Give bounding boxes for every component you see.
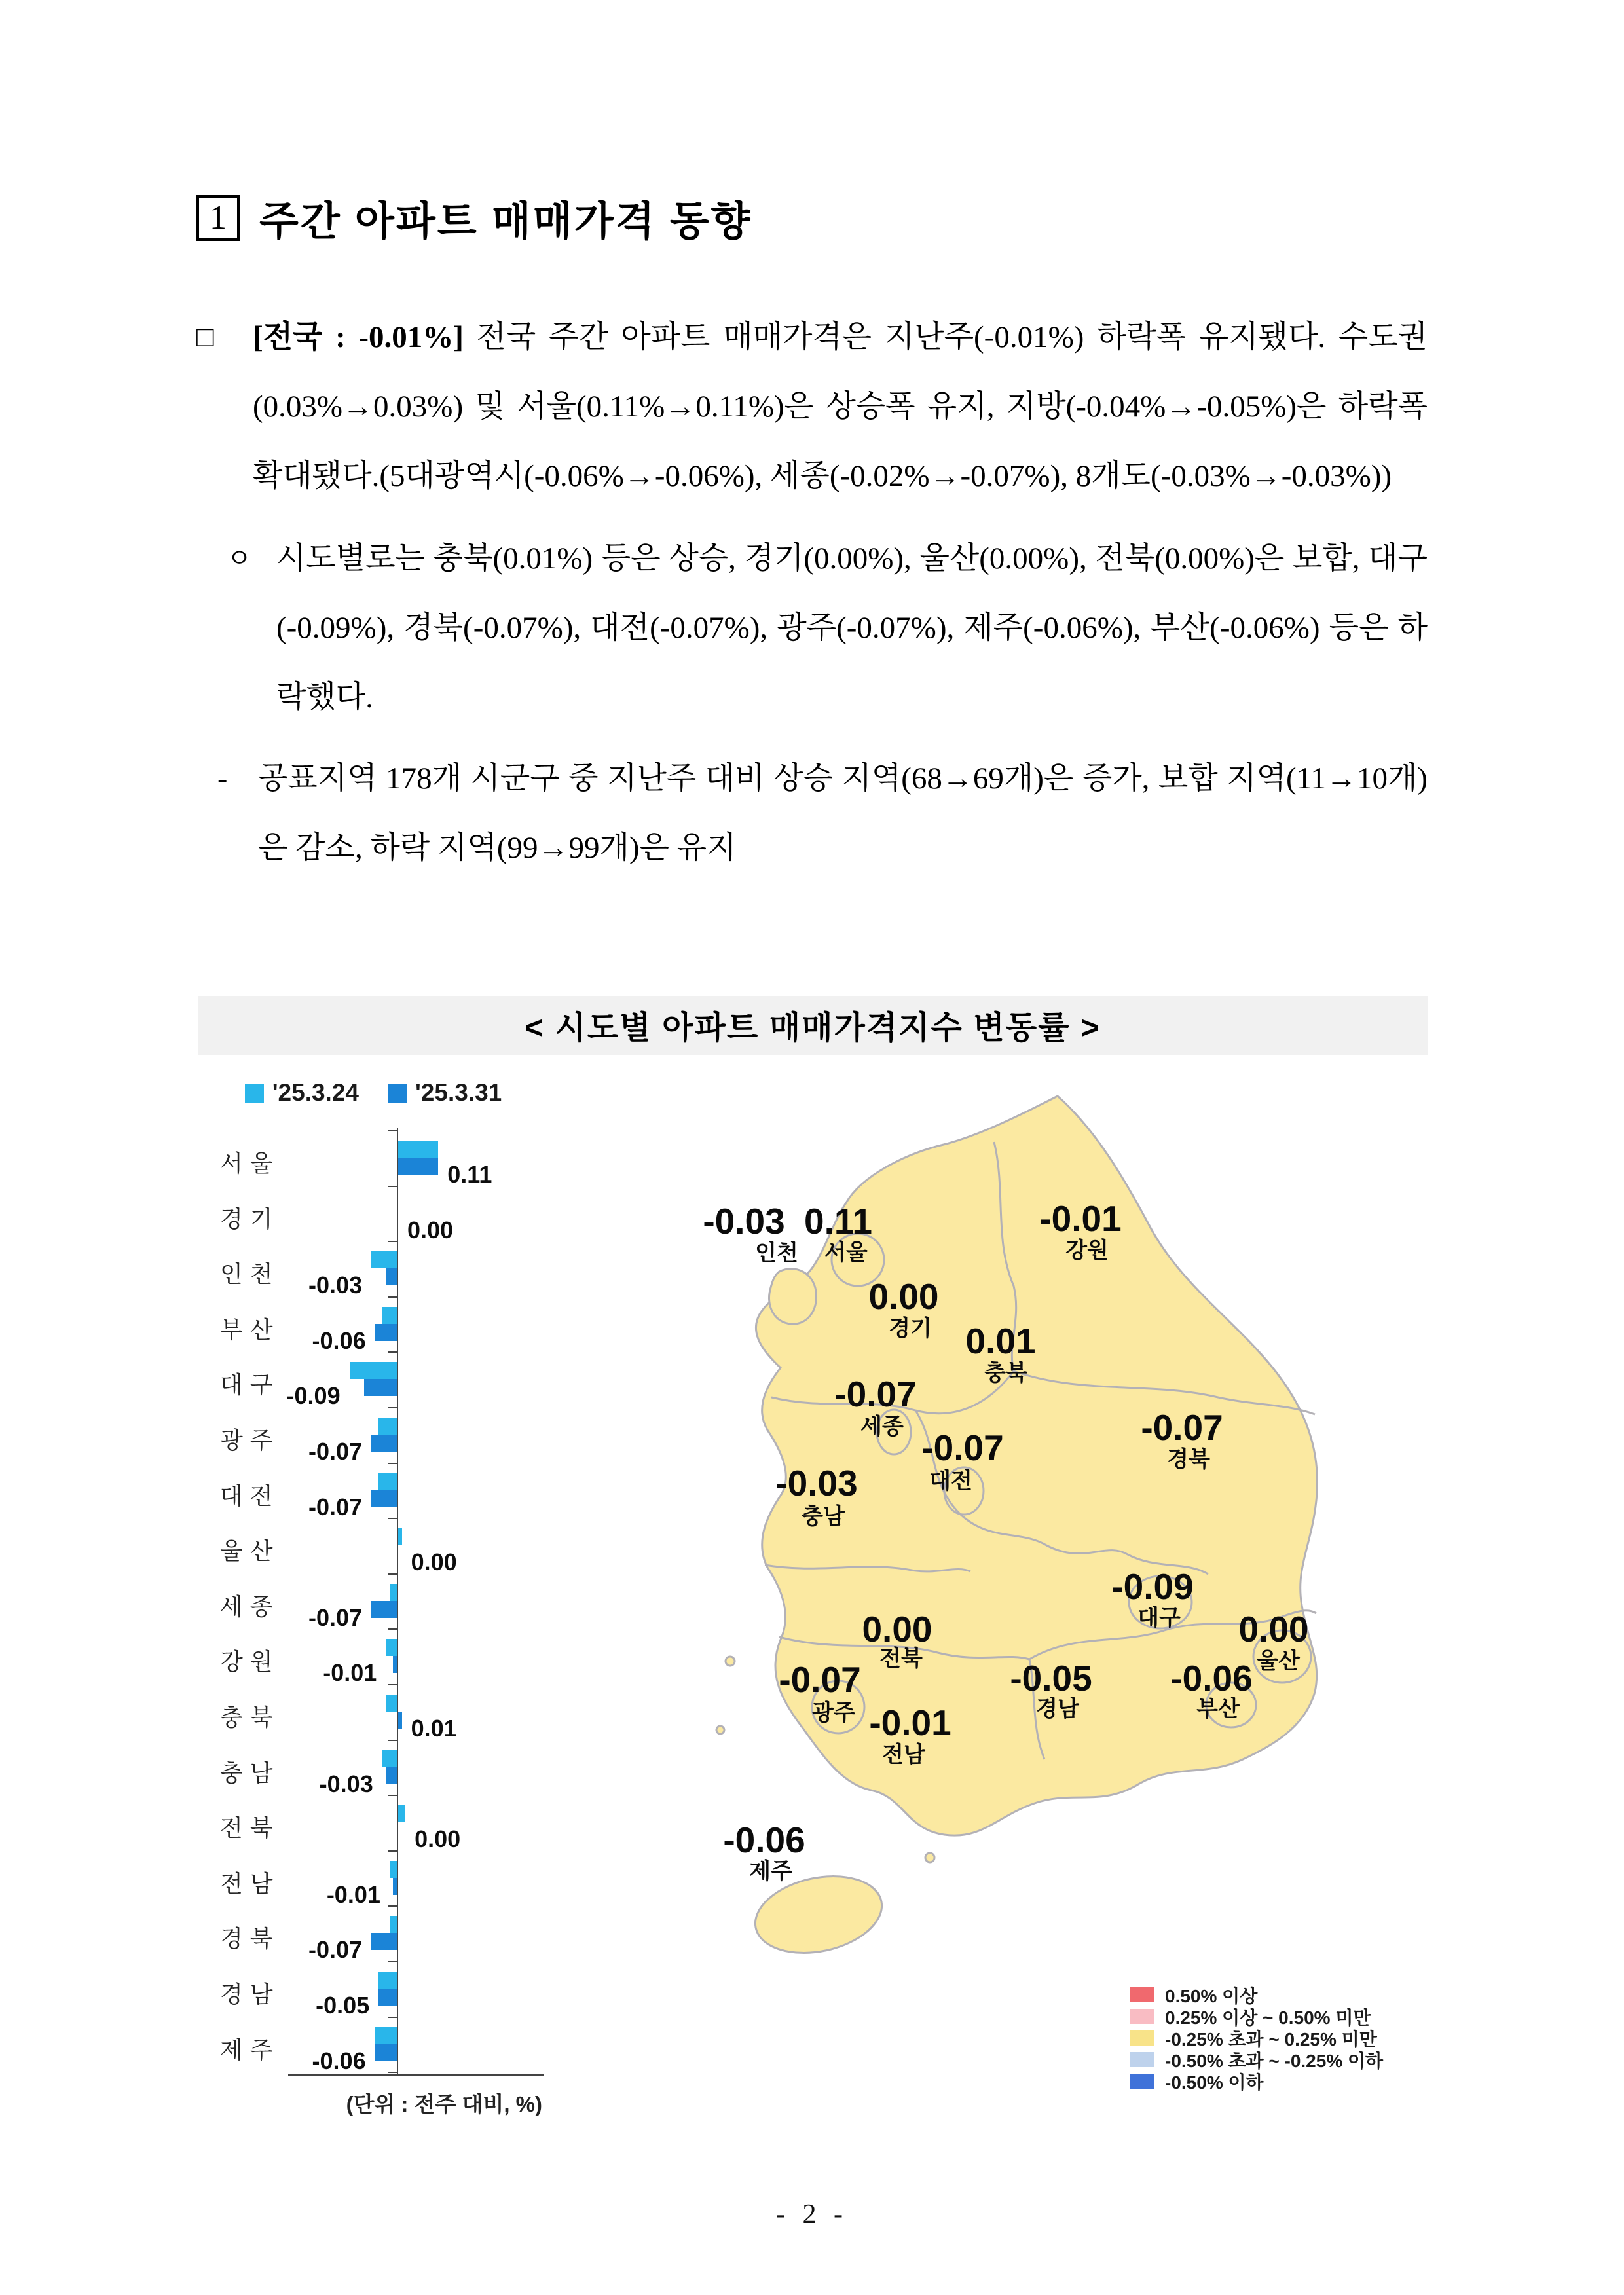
bar-category-전남: 전남	[220, 1869, 280, 1897]
legend-item-'25.3.31	[388, 1079, 502, 1107]
bar-'25.3.31-인천	[386, 1268, 397, 1285]
bar-category-경기: 경기	[220, 1205, 280, 1232]
bar-category-광주: 광주	[220, 1427, 280, 1454]
chart-axis-tick	[388, 1351, 397, 1353]
map-legend-swatch	[1130, 1987, 1154, 2002]
chart-axis-tick	[388, 2017, 397, 2018]
bar-value-전남: -0.01	[326, 1881, 380, 1908]
paragraph-1	[196, 524, 1428, 732]
bar-category-경남: 경남	[220, 1981, 280, 2008]
chart-axis-tick	[388, 1850, 397, 1852]
bar-value-대전: -0.07	[308, 1493, 363, 1520]
bar-'25.3.24-인천	[371, 1251, 397, 1268]
map-value-대구: -0.09	[1111, 1566, 1194, 1607]
bar-value-강원: -0.01	[323, 1659, 377, 1687]
paragraph-text: 시도별로는 충북(0.01%) 등은 상승, 경기(0.00%), 울산(0.00%), 전북(0.00%)은 보합, 대구(-0.09%), 경북(-0.07%), 대전(-0.07%), 광주(-0.07%), 제주(-0.06%), 부산(-0.06%) 등은 하락했다.	[276, 542, 1428, 714]
bar-value-세종: -0.07	[308, 1604, 363, 1631]
bar-'25.3.24-경북	[390, 1916, 397, 1933]
bar-'25.3.31-경북	[371, 1933, 397, 1950]
bar-value-광주: -0.07	[308, 1438, 363, 1465]
bar-value-서울: 0.11	[447, 1161, 492, 1188]
map-legend-swatch	[1130, 2030, 1154, 2046]
map-name-울산: 울산	[1257, 1649, 1300, 1674]
bar-'25.3.24-대전	[378, 1473, 397, 1490]
map-name-제주: 제주	[749, 1859, 792, 1884]
map-value-전남: -0.01	[869, 1702, 951, 1743]
chart-axis-tick	[388, 1463, 397, 1464]
bar-'25.3.24-경남	[378, 1972, 397, 1989]
map-name-충남: 충남	[802, 1504, 845, 1529]
map-name-경기: 경기	[889, 1316, 932, 1341]
bar-'25.3.31-세종	[371, 1601, 397, 1618]
map-name-전북: 전북	[879, 1646, 923, 1671]
bar-value-충남: -0.03	[319, 1770, 373, 1797]
chart-baseline	[288, 2074, 544, 2076]
map-legend-swatch	[1130, 2009, 1154, 2024]
bar-'25.3.24-울산	[398, 1528, 402, 1545]
paragraph-text: 공표지역 178개 시군구 중 지난주 대비 상승 지역(68→69개)은 증가, 보합 지역(11→10개)은 감소, 하락 지역(99→99개)은 유지	[258, 762, 1428, 865]
map-legend-swatch	[1130, 2074, 1154, 2089]
map-value-부산: -0.06	[1170, 1658, 1253, 1698]
chart-axis-tick	[388, 1241, 397, 1242]
chart-axis-tick	[388, 1684, 397, 1685]
section-title: 주간 아파트 매매가격 동향	[259, 199, 752, 244]
legend-label: '25.3.24	[272, 1079, 359, 1106]
bar-category-부산: 부산	[220, 1315, 280, 1343]
map-island	[925, 1853, 934, 1862]
map-legend-row-4	[1130, 2070, 1383, 2092]
map-name-세종: 세종	[860, 1414, 904, 1439]
bar-category-충남: 충남	[220, 1759, 280, 1786]
bar-'25.3.31-광주	[371, 1435, 397, 1452]
paragraph-lead: [전국 : -0.01%]	[253, 320, 464, 354]
map-name-강원: 강원	[1065, 1238, 1109, 1263]
map-value-세종: -0.07	[834, 1374, 917, 1414]
map-value-울산: 0.00	[1238, 1609, 1309, 1649]
bar-'25.3.24-세종	[390, 1584, 397, 1601]
map-name-서울: 서울	[824, 1240, 868, 1265]
bar-value-인천: -0.03	[308, 1272, 363, 1299]
bar-'25.3.24-부산	[382, 1307, 397, 1324]
map-legend-row-1	[1130, 2006, 1383, 2027]
section-number-box: 1	[196, 195, 240, 241]
map-island	[726, 1657, 735, 1666]
map-name-전남: 전남	[882, 1742, 925, 1767]
bar-'25.3.24-강원	[386, 1639, 397, 1656]
map-value-충북: 0.01	[965, 1321, 1036, 1361]
map-name-충북: 충북	[984, 1361, 1027, 1386]
map-legend-label: 0.50% 이상	[1165, 1985, 1258, 2006]
bar-category-울산: 울산	[220, 1537, 280, 1565]
map-legend-label: -0.50% 이하	[1165, 2072, 1264, 2093]
bar-value-충북: 0.01	[411, 1715, 457, 1742]
bar-value-대구: -0.09	[286, 1382, 341, 1410]
chart-axis-tick	[388, 1186, 397, 1187]
body-paragraphs	[196, 303, 1428, 883]
bar-chart-legend	[203, 1079, 544, 1107]
chart-zero-axis	[397, 1128, 398, 2074]
bar-'25.3.24-서울	[398, 1141, 438, 1158]
bar-'25.3.31-충남	[386, 1767, 397, 1784]
bar-category-인천: 인천	[220, 1260, 280, 1288]
bar-value-경기: 0.00	[407, 1216, 454, 1243]
map-name-부산: 부산	[1196, 1697, 1240, 1721]
bar-'25.3.31-부산	[375, 1324, 397, 1341]
bar-'25.3.31-서울	[398, 1158, 438, 1175]
map-name-대전: 대전	[929, 1469, 972, 1494]
map-legend	[1130, 1984, 1383, 2092]
section-heading	[196, 189, 752, 247]
paragraph-bullet: ㅇ	[227, 543, 252, 573]
chart-axis-tick	[388, 1795, 397, 1796]
chart-axis-tick	[388, 1518, 397, 1519]
map-name-경북: 경북	[1167, 1447, 1210, 1472]
chart-axis-tick	[388, 1573, 397, 1575]
legend-swatch	[388, 1084, 407, 1103]
bar-category-대구: 대구	[220, 1371, 280, 1399]
map-value-대전: -0.07	[921, 1427, 1004, 1468]
chart-axis-tick	[388, 2072, 397, 2073]
chart-axis-tick	[388, 1961, 397, 1962]
bar-'25.3.31-대전	[371, 1490, 397, 1507]
paragraph-2	[196, 744, 1428, 883]
chart-axis-tick	[388, 1130, 397, 1131]
legend-item-'25.3.24	[245, 1079, 359, 1107]
map-value-경북: -0.07	[1141, 1407, 1223, 1448]
bar-value-경북: -0.07	[308, 1936, 363, 1964]
bar-value-제주: -0.06	[312, 2047, 366, 2074]
bar-'25.3.24-광주	[378, 1418, 397, 1435]
map-name-인천: 인천	[755, 1241, 798, 1266]
bar-value-울산: 0.00	[411, 1549, 457, 1576]
bar-value-전북: 0.00	[415, 1826, 461, 1853]
map-value-광주: -0.07	[779, 1659, 861, 1700]
bar-'25.3.31-전남	[393, 1878, 397, 1895]
bar-category-세종: 세종	[220, 1592, 280, 1620]
bar-'25.3.31-충북	[398, 1712, 402, 1729]
bar-value-경남: -0.05	[316, 1992, 370, 2019]
chart-unit-note: (단위 : 전주 대비, %)	[346, 2092, 542, 2116]
bar-'25.3.31-강원	[393, 1656, 397, 1673]
map-legend-row-2	[1130, 2027, 1383, 2049]
paragraph-0	[196, 303, 1428, 511]
map-name-대구: 대구	[1137, 1606, 1181, 1630]
figure-title: < 시도별 아파트 매매가격지수 변동률 >	[525, 1010, 1101, 1046]
bar-'25.3.24-제주	[375, 2027, 397, 2044]
page-number: - 2 -	[776, 2199, 848, 2230]
bar-category-경북: 경북	[220, 1925, 280, 1953]
chart-axis-tick	[388, 1905, 397, 1907]
map-name-경남: 경남	[1036, 1697, 1079, 1721]
map-value-제주: -0.06	[723, 1820, 805, 1860]
map-value-인천: -0.03	[703, 1201, 785, 1241]
paragraph-bullet: □	[196, 321, 214, 353]
figure-title-bar	[198, 996, 1428, 1055]
map-legend-row-0	[1130, 1984, 1383, 2006]
bar-'25.3.24-충북	[386, 1695, 397, 1712]
korea-map	[563, 1069, 1460, 2146]
bar-category-충북: 충북	[220, 1704, 280, 1731]
chart-axis-tick	[388, 1407, 397, 1408]
map-value-전북: 0.00	[862, 1609, 932, 1649]
chart-axis-tick	[388, 1740, 397, 1741]
map-incheon-shape	[769, 1269, 816, 1324]
chart-axis-tick	[388, 1296, 397, 1298]
map-value-강원: -0.01	[1039, 1198, 1122, 1239]
legend-swatch	[245, 1084, 264, 1103]
paragraph-bullet: -	[217, 762, 228, 795]
chart-axis-tick	[388, 1628, 397, 1630]
bar-category-서울: 서울	[220, 1150, 280, 1177]
bar-'25.3.24-충남	[382, 1750, 397, 1767]
map-legend-label: 0.25% 이상 ~ 0.50% 미만	[1165, 2007, 1371, 2028]
bar-category-전북: 전북	[220, 1814, 280, 1842]
bar-'25.3.24-전북	[398, 1805, 405, 1822]
map-legend-swatch	[1130, 2052, 1154, 2067]
map-value-경남: -0.05	[1010, 1658, 1092, 1698]
map-value-충남: -0.03	[775, 1463, 858, 1503]
bar-chart	[203, 1069, 544, 2149]
bar-value-부산: -0.06	[312, 1327, 366, 1354]
map-value-경기: 0.00	[868, 1276, 939, 1317]
bar-category-제주: 제주	[220, 2036, 280, 2063]
map-name-광주: 광주	[812, 1700, 855, 1725]
bar-category-강원: 강원	[220, 1648, 280, 1676]
bar-'25.3.31-경남	[378, 1989, 397, 2006]
paragraph-text: 전국 주간 아파트 매매가격은 지난주(-0.01%) 하락폭 유지됐다. 수도권(0.03%→0.03%) 및 서울(0.11%→0.11%)은 상승폭 유지, 지방(-0.04%→-0.05%)은 하락폭 확대됐다.(5대광역시(-0.06%→-0.06%), 세종(-0.02%→-0.07%), 8개도(-0.03%→-0.03%))	[253, 320, 1428, 493]
bar-'25.3.24-대구	[350, 1362, 397, 1379]
bar-'25.3.31-제주	[375, 2044, 397, 2061]
map-legend-label: -0.50% 초과 ~ -0.25% 이하	[1165, 2050, 1384, 2071]
bar-category-대전: 대전	[220, 1482, 280, 1509]
map-island	[716, 1726, 724, 1734]
map-value-서울: 0.11	[803, 1201, 873, 1241]
bar-'25.3.31-대구	[364, 1379, 397, 1396]
map-legend-row-3	[1130, 2049, 1383, 2070]
bar-'25.3.24-전남	[390, 1861, 397, 1878]
legend-label: '25.3.31	[415, 1079, 502, 1106]
map-legend-label: -0.25% 초과 ~ 0.25% 미만	[1165, 2029, 1377, 2049]
